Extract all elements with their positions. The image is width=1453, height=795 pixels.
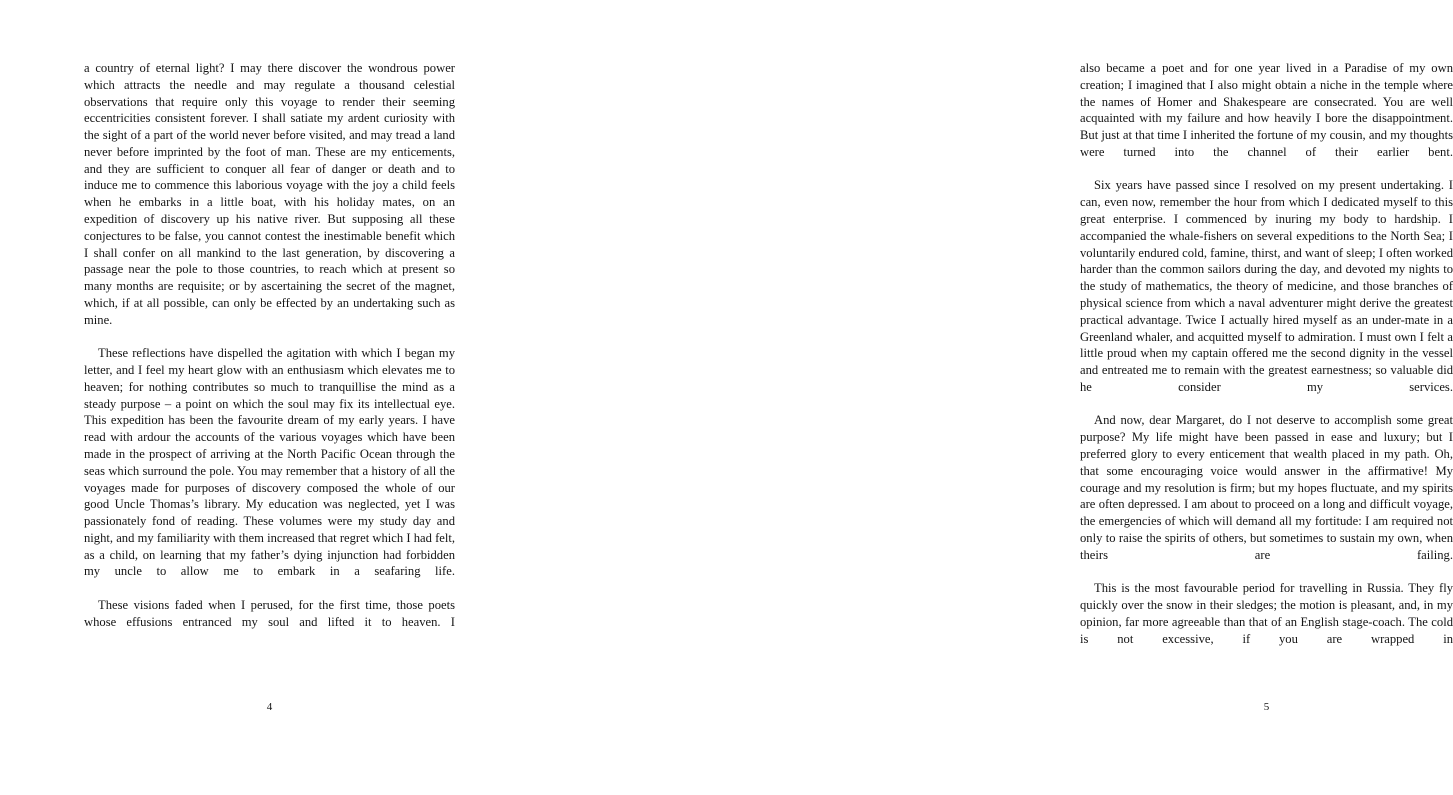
paragraph: These reflections have dispelled the agitation with which I began my letter, and I feel my heart glow with an enthusiasm which elevates me to heaven; for nothing contributes so much to tranquillise the mind as a steady purpose – a point on which the soul may fix its intellectual eye. This expedition has been the favourite dream of my early years. I have read with ardour the accounts of the various voyages which have been made in the prospect of arriving at the North Pacific Ocean through the seas which surround the pole. You may remember that a history of all the voyages made for purposes of discovery composed the whole of our good Uncle Thomas’s library. My education was neglected, yet I was passionately fond of reading. These volumes were my study day and night, and my familiarity with them increased that regret which I had felt, as a child, on learning that my father’s dying injunction had forbidden my uncle to allow me to embark in a seafaring life. bbox=[84, 346, 455, 579]
page-number-right: 5 bbox=[1263, 701, 1270, 713]
page-number-left: 4 bbox=[266, 701, 273, 713]
right-page-text-block bbox=[1080, 60, 1453, 664]
page-left bbox=[0, 0, 512, 795]
paragraph: also became a poet and for one year lived in a Paradise of my own creation; I imagined that I also might obtain a niche in the temple where the names of Homer and Shakespeare are consecrated. You are well acquainted with my failure and how heavily I bore the disappointment. But just at that time I inherited the fortune of my cousin, and my thoughts were turned into the channel of their earlier bent. bbox=[1080, 61, 1453, 159]
paragraph: This is the most favourable period for travelling in Russia. They fly quickly over the snow in their sledges; the motion is pleasant, and, in my opinion, far more agreeable than that of an English stage-coach. The cold is not excessive, if you are wrapped in bbox=[1080, 581, 1453, 646]
paragraph: a country of eternal light? I may there discover the wondrous power which attracts the needle and may regulate a thousand celestial observations that require only this voyage to render their seeming eccentricities consistent forever. I shall satiate my ardent curiosity with the sight of a part of the world never before visited, and may tread a land never before imprinted by the foot of man. These are my enticements, and they are sufficient to conquer all fear of danger or death and to induce me to commence this laborious voyage with the joy a child feels when he embarks in a little boat, with his holiday mates, on an expedition of discovery up his native river. But supposing all these conjectures to be false, you cannot contest the inestimable benefit which I shall confer on all mankind to the last generation, by discovering a passage near the pole to those countries, to reach which at present so many months are requisite; or by ascertaining the secret of the magnet, which, if at all possible, can only be effected by an undertaking such as mine. bbox=[84, 61, 455, 327]
page-right bbox=[512, 0, 1453, 795]
paragraph: And now, dear Margaret, do I not deserve to accomplish some great purpose? My life might have been passed in ease and luxury; but I preferred glory to every enticement that wealth placed in my path. Oh, that some encouraging voice would answer in the affirmative! My courage and my resolution is firm; but my hopes fluctuate, and my spirits are often depressed. I am about to proceed on a long and difficult voyage, the emergencies of which will demand all my fortitude: I am required not only to raise the spirits of others, but sometimes to sustain my own, when theirs are failing. bbox=[1080, 413, 1453, 562]
paragraph: Six years have passed since I resolved on my present undertaking. I can, even now, remember the hour from which I dedicated myself to this great enterprise. I commenced by inuring my body to hardship. I accompanied the whale-fishers on several expeditions to the North Sea; I voluntarily endured cold, famine, thirst, and want of sleep; I often worked harder than the common sailors during the day, and devoted my nights to the study of mathematics, the theory of medicine, and those branches of physical science from which a naval adventurer might derive the greatest practical advantage. Twice I actually hired myself as an under-mate in a Greenland whaler, and acquitted myself to admiration. I must own I felt a little proud when my captain offered me the second dignity in the vessel and entreated me to remain with the greatest earnestness; so valuable did he consider my services. bbox=[1080, 178, 1453, 394]
left-page-text-block bbox=[84, 60, 455, 647]
paragraph: These visions faded when I perused, for the first time, those poets whose effusions entranced my soul and lifted it to heaven. I bbox=[84, 598, 455, 629]
